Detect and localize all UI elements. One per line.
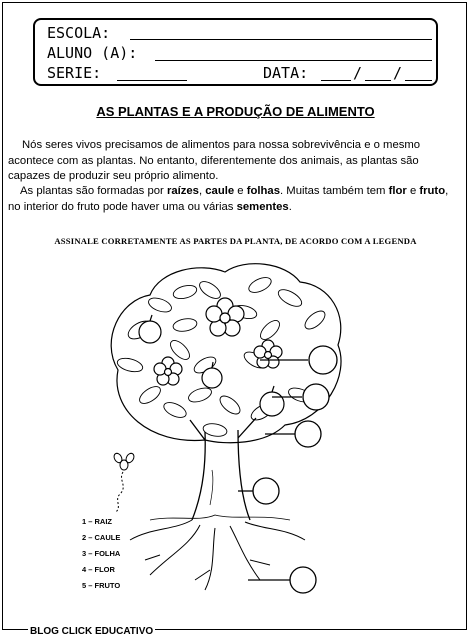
page-title: AS PLANTAS E A PRODUÇÃO DE ALIMENTO xyxy=(96,104,375,119)
bee-icon xyxy=(112,452,135,512)
student-label: ALUNO (A): xyxy=(47,44,138,62)
apple-icon xyxy=(139,315,161,343)
grade-label: SERIE: xyxy=(47,64,102,82)
term-leaves: folhas xyxy=(246,185,280,197)
paragraph-intro: Nós seres vivos precisamos de alimentos para nossa sobrevivência e o mesmo acontece com as plantas. No entanto, diferentemente dos animais, as plantas são capazes de produzir seu próprio alimento. xyxy=(8,139,421,182)
tree-crown xyxy=(111,264,341,443)
answer-circle[interactable] xyxy=(253,478,279,504)
apple-icon xyxy=(202,362,222,388)
legend-item: 1 – RAIZ xyxy=(82,517,113,526)
answer-circle[interactable] xyxy=(295,421,321,447)
legend xyxy=(82,514,120,594)
apple-icon xyxy=(260,386,284,416)
answer-circle[interactable] xyxy=(303,384,329,410)
tree-roots xyxy=(130,515,305,590)
school-label: ESCOLA: xyxy=(47,24,111,42)
legend-item: 2 – CAULE xyxy=(82,533,121,542)
tree-trunk xyxy=(190,418,256,520)
date-slash: / xyxy=(393,64,403,82)
legend-item: 4 – FLOR xyxy=(82,565,115,574)
exercise-instruction: ASSINALE CORRETAMENTE AS PARTES DA PLANTA, DE ACORDO COM A LEGENDA xyxy=(54,236,417,246)
flower-icon xyxy=(154,357,182,385)
legend-item: 5 – FRUTO xyxy=(82,581,121,590)
term-stem: caule xyxy=(205,185,235,197)
flower-icon xyxy=(206,298,244,336)
term-roots: raízes xyxy=(166,185,199,197)
flower-icon xyxy=(254,340,282,368)
paragraph-plant-parts: As plantas são formadas por raízes, caule e folhas. Muitas também tem flor e fruto, no interior do fruto pode haver uma ou várias sementes. xyxy=(8,185,449,213)
term-fruit: fruto xyxy=(419,185,446,197)
term-seeds: sementes xyxy=(236,200,289,213)
date-slash: / xyxy=(353,64,363,82)
term-flower: flor xyxy=(388,185,407,197)
date-label: DATA: xyxy=(263,64,309,82)
legend-item: 3 – FOLHA xyxy=(82,549,121,558)
answer-circle[interactable] xyxy=(309,346,337,374)
answer-circles xyxy=(238,346,337,593)
footer-credit: BLOG CLICK EDUCATIVO xyxy=(30,626,154,637)
answer-circle[interactable] xyxy=(290,567,316,593)
